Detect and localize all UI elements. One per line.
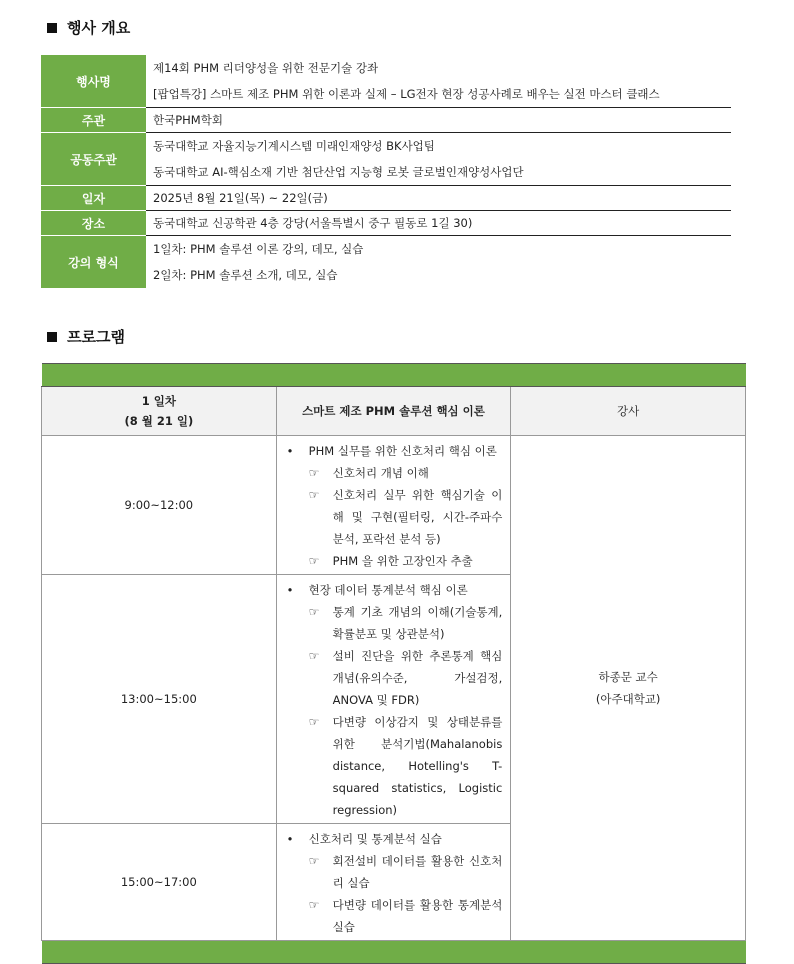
pointing-hand-icon: ☞: [308, 715, 320, 729]
overview-value: 동국대학교 신공학관 4층 강당(서울특별시 중구 필동로 1길 30): [146, 211, 731, 236]
overview-label: 일자: [41, 186, 146, 211]
overview-label: 장소: [41, 211, 146, 236]
session-item: [285, 601, 503, 645]
session-time: 13:00~15:00: [42, 575, 277, 824]
session-item-text: 신호처리 실무 위한 핵심기술 이해 및 구현(필터링, 시간-주파수 분석, 포락선 분석 등): [332, 488, 503, 546]
session-item-text: 통계 기초 개념의 이해(기술통계, 확률분포 및 상관분석): [332, 605, 503, 641]
overview-row-event: [41, 55, 731, 108]
session-item-text: 설비 진단을 위한 추론통계 핵심 개념(유의수준, 가설검정, ANOVA 및 FDR): [332, 649, 503, 707]
lecturer-cell: [511, 436, 746, 941]
overview-label: 강의 형식: [41, 236, 146, 289]
overview-row-cohost: [41, 133, 731, 186]
program-bottom-bar: [42, 941, 746, 964]
program-header-row: [42, 387, 746, 436]
day-date: (8 월 21 일): [124, 414, 194, 428]
square-bullet-icon: [47, 23, 57, 33]
format-line: 2일차: PHM 솔루션 소개, 데모, 실습: [153, 268, 338, 282]
session-content: [276, 824, 511, 941]
session-item: [285, 645, 503, 711]
overview-row-venue: [41, 211, 731, 236]
session-item: [285, 850, 503, 894]
overview-row-date: [41, 186, 731, 211]
session-item: [285, 462, 503, 484]
overview-row-format: [41, 236, 731, 289]
overview-value: [146, 236, 731, 289]
overview-label: 공동주관: [41, 133, 146, 186]
session-item: [285, 894, 503, 938]
lecturer-header: 강사: [511, 387, 746, 436]
pointing-hand-icon: ☞: [308, 854, 320, 868]
overview-row-host: [41, 108, 731, 133]
day-header: [42, 387, 277, 436]
day-label: 1 일차: [141, 394, 176, 408]
lecturer-affiliation: (아주대학교): [595, 692, 661, 706]
session-item: [285, 484, 503, 550]
overview-value: [146, 55, 731, 108]
session-bullet-text: 현장 데이터 통계분석 핵심 이론: [308, 583, 468, 597]
session-content: [276, 436, 511, 575]
overview-section-title: [47, 17, 130, 38]
overview-label: 주관: [41, 108, 146, 133]
session-bullet: [285, 828, 503, 850]
session-item-text: 다변량 데이터를 활용한 통계분석 실습: [332, 898, 503, 934]
cohost-line: 동국대학교 AI-핵심소재 기반 첨단산업 지능형 로봇 글로벌인재양성사업단: [153, 165, 524, 179]
session-time: 15:00~17:00: [42, 824, 277, 941]
event-subtitle-line: [팝업특강] 스마트 제조 PHM 위한 이론과 실제 – LG전자 현장 성공사례로 배우는 실전 마스터 클래스: [153, 87, 660, 101]
overview-label: 행사명: [41, 55, 146, 108]
event-name-line: 제14회 PHM 리더양성을 위한 전문기술 강좌: [153, 61, 379, 75]
square-bullet-icon: [47, 332, 57, 342]
session-row: [42, 436, 746, 575]
session-item-text: 회전설비 데이터를 활용한 신호처리 실습: [332, 854, 503, 890]
session-bullet: [285, 440, 503, 462]
overview-title: 행사 개요: [67, 19, 131, 37]
bullet-dot-icon: •: [286, 583, 294, 597]
session-item-text: 다변량 이상감지 및 상태분류를 위한 분석기법(Mahalanobis distance, Hotelling's T-squared statistics, Logistic regression): [332, 715, 503, 817]
pointing-hand-icon: ☞: [308, 554, 320, 568]
pointing-hand-icon: ☞: [308, 605, 320, 619]
bullet-dot-icon: •: [286, 832, 294, 846]
program-table: [41, 363, 746, 964]
session-bullet-text: PHM 실무를 위한 신호처리 핵심 이론: [308, 444, 497, 458]
session-item: [285, 711, 503, 821]
session-item: [285, 550, 503, 572]
overview-value: 한국PHM학회: [146, 108, 731, 133]
pointing-hand-icon: ☞: [308, 898, 320, 912]
session-time: 9:00~12:00: [42, 436, 277, 575]
topic-header: 스마트 제조 PHM 솔루션 핵심 이론: [276, 387, 511, 436]
session-bullet-text: 신호처리 및 통계분석 실습: [308, 832, 442, 846]
overview-value: [146, 133, 731, 186]
program-title: 프로그램: [67, 328, 125, 346]
program-section-title: [47, 326, 125, 347]
session-content: [276, 575, 511, 824]
format-line: 1일차: PHM 솔루션 이론 강의, 데모, 실습: [153, 242, 364, 256]
cohost-line: 동국대학교 자율지능기계시스템 미래인재양성 BK사업팀: [153, 139, 435, 153]
pointing-hand-icon: ☞: [308, 466, 320, 480]
overview-table: [41, 55, 731, 288]
program-top-bar: [42, 364, 746, 387]
session-item-text: PHM 을 위한 고장인자 추출: [332, 554, 473, 568]
pointing-hand-icon: ☞: [308, 649, 320, 663]
overview-value: 2025년 8월 21일(목) ~ 22일(금): [146, 186, 731, 211]
lecturer-name: 하종문 교수: [598, 670, 658, 684]
session-item-text: 신호처리 개념 이해: [332, 466, 429, 480]
bullet-dot-icon: •: [286, 444, 294, 458]
session-bullet: [285, 579, 503, 601]
pointing-hand-icon: ☞: [308, 488, 320, 502]
